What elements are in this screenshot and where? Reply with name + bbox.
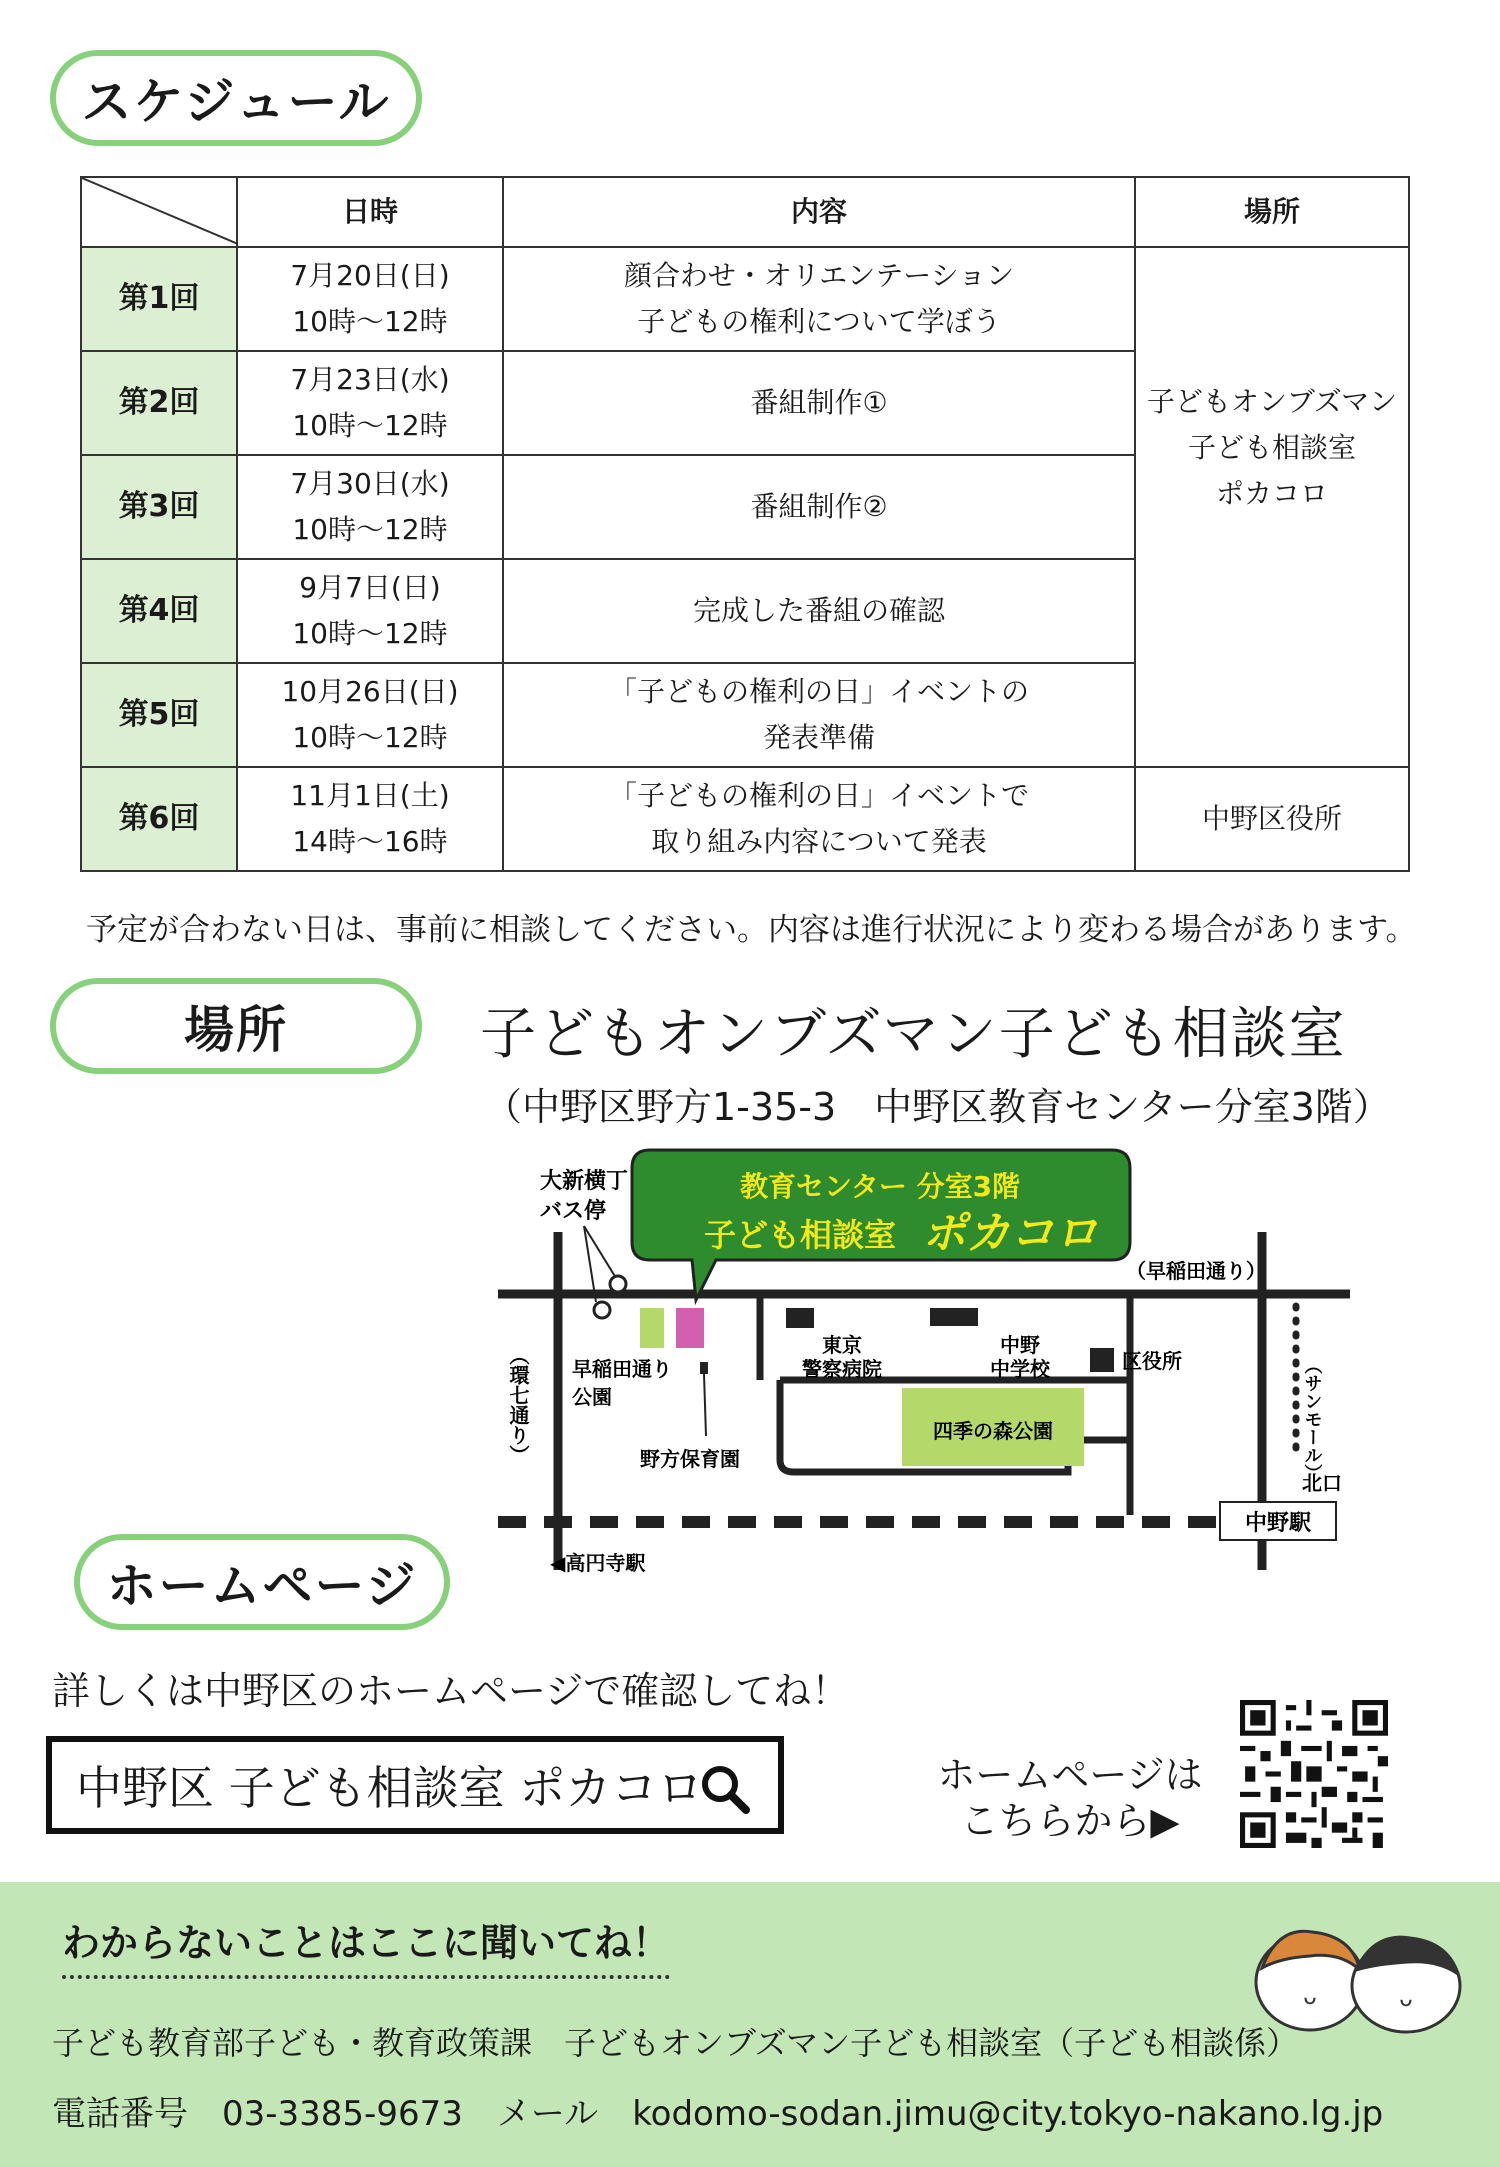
phone-label: 電話番号 (52, 2094, 188, 2134)
date-cell: 7月23日(水) 10時～12時 (237, 351, 503, 455)
building-shape (640, 1308, 664, 1348)
bus-stop-marker (610, 1276, 626, 1292)
date-cell: 11月1日(土) 14時～16時 (237, 767, 503, 871)
content-cell: 顔合わせ・オリエンテーション 子どもの権利について学ぼう (503, 247, 1135, 351)
koenji-station-label: ◀高円寺駅 (550, 1551, 646, 1575)
police-hospital-label: 東京 (822, 1333, 862, 1357)
header-date: 日時 (237, 177, 503, 247)
callout-line1: 教育センター 分室3階 (739, 1170, 1021, 1203)
header-place: 場所 (1135, 177, 1409, 247)
mail-label: メール (496, 2094, 599, 2134)
place-name: 子どもオンブズマン子ども相談室 (480, 1002, 1347, 1067)
waseda-park-label: 早稲田通り (572, 1357, 672, 1381)
place-address: （中野区野方1-35-3 中野区教育センター分室3階） (484, 1085, 1391, 1129)
homepage-text: 詳しくは中野区のホームページで確認してね！ (52, 1669, 850, 1713)
contact-footer (0, 1882, 1500, 2167)
svg-text:ᴗ: ᴗ (1399, 1987, 1413, 2012)
round-label: 第3回 (81, 455, 237, 559)
schedule-heading: スケジュール (50, 50, 422, 146)
bus-stop-label: 大新横丁 (540, 1169, 629, 1194)
content-cell: 「子どもの権利の日」イベントで 取り組み内容について発表 (503, 767, 1135, 871)
date-cell: 10月26日(日) 10時～12時 (237, 663, 503, 767)
content-cell: 完成した番組の確認 (503, 559, 1135, 663)
schedule-table (80, 176, 1410, 872)
place-heading: 場所 (50, 978, 422, 1074)
search-text: 中野区 子ども相談室 ポカコロ (76, 1761, 704, 1815)
table-corner-cell (81, 177, 237, 247)
svg-text:バス停: バス停 (540, 1199, 607, 1224)
sunmall-label: （サンモール） (1301, 1356, 1323, 1482)
footer-department: 子ども教育部子ども・教育政策課 子どもオンブズマン子ども相談室（子ども相談係） (52, 2024, 1299, 2062)
callout-line3: ポカコロ (922, 1208, 1098, 1259)
footer-heading: わからないことはここに聞いてね！ (62, 1912, 670, 1979)
access-map (490, 1140, 1370, 1580)
round-label: 第2回 (81, 351, 237, 455)
content-cell: 番組制作② (503, 455, 1135, 559)
table-row (81, 247, 1409, 351)
nakano-station-label: 中野駅 (1244, 1511, 1312, 1536)
date-cell: 7月20日(日) 10時～12時 (237, 247, 503, 351)
table-row (81, 767, 1409, 871)
round-label: 第1回 (81, 247, 237, 351)
search-box[interactable] (46, 1736, 784, 1834)
homepage-link[interactable]: ホームページは こちらから▶ (937, 1753, 1203, 1843)
place-cell: 子どもオンブズマン 子ども相談室 ポカコロ (1135, 247, 1409, 767)
content-cell: 番組制作① (503, 351, 1135, 455)
place-cell-6: 中野区役所 (1135, 767, 1409, 871)
round-label: 第5回 (81, 663, 237, 767)
search-icon (698, 1762, 752, 1816)
schedule-note: 予定が合わない日は、事前に相談してください。内容は進行状況により変わる場合があります。 (86, 912, 1417, 948)
round-label: 第6回 (81, 767, 237, 871)
north-exit-label: 北口 (1302, 1471, 1342, 1495)
phone-number[interactable]: 03-3385-9673 (222, 2094, 463, 2134)
target-building (676, 1308, 704, 1348)
svg-text:中学校: 中学校 (990, 1357, 1050, 1381)
header-content: 内容 (503, 177, 1135, 247)
round-label: 第4回 (81, 559, 237, 663)
table-header-row (81, 177, 1409, 247)
homepage-heading: ホームページ (74, 1534, 450, 1630)
nakano-jhs-label: 中野 (1000, 1333, 1040, 1357)
mail-address[interactable]: kodomo-sodan.jimu@city.tokyo-nakano.lg.jp (632, 2094, 1384, 2134)
kannana-dori-label: （環七通り） (506, 1345, 530, 1465)
footer-contact (52, 2086, 1417, 2135)
svg-text:ᴗ: ᴗ (1303, 1985, 1317, 2010)
ward-office-label: 区役所 (1122, 1349, 1182, 1373)
qr-code-icon[interactable] (1240, 1700, 1388, 1848)
date-cell: 9月7日(日) 10時～12時 (237, 559, 503, 663)
callout-line2: 子ども相談室 (703, 1216, 897, 1254)
svg-text:警察病院: 警察病院 (802, 1357, 882, 1381)
content-cell: 「子どもの権利の日」イベントの 発表準備 (503, 663, 1135, 767)
svg-text:公園: 公園 (572, 1385, 612, 1409)
date-cell: 7月30日(水) 10時～12時 (237, 455, 503, 559)
waseda-dori-label: （早稲田通り） (1126, 1259, 1266, 1283)
shiki-park-label: 四季の森公園 (933, 1419, 1053, 1443)
diagonal-line (82, 178, 238, 244)
nogata-nursery-label: 野方保育園 (640, 1447, 740, 1471)
